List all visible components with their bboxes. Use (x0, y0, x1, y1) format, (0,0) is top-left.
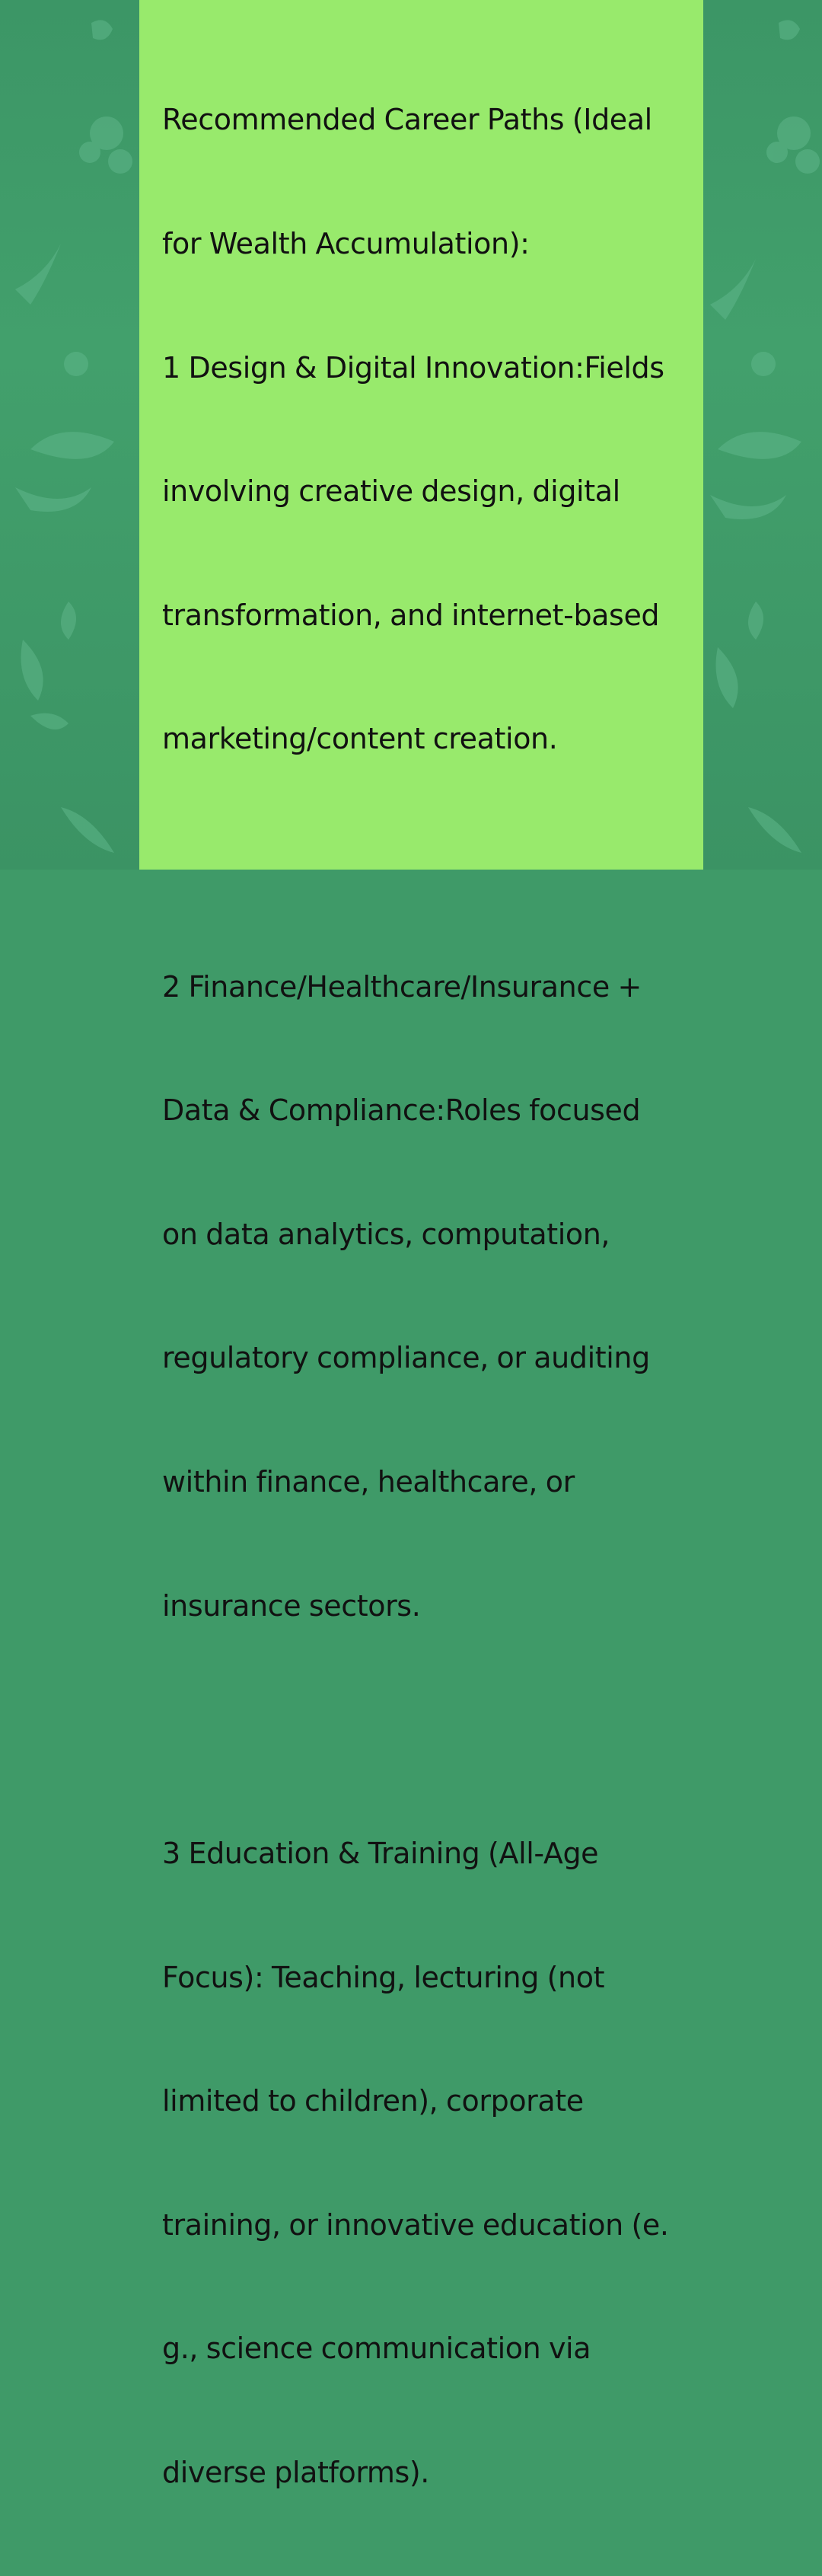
message-line: limited to children), corporate (162, 2084, 584, 2118)
message-line: Focus): Teaching, lecturing (not (162, 1960, 605, 1994)
message-line: diverse platforms). (162, 2455, 429, 2489)
floral-pattern-icon (703, 0, 822, 870)
message-line: insurance sectors. (162, 1588, 421, 1623)
message-line: on data analytics, computation, (162, 1217, 610, 1251)
message-line: 2 Finance/Healthcare/Insurance + (162, 969, 642, 1004)
message-line: training, or innovative education (e. (162, 2207, 669, 2242)
message-line: Recommended Career Paths (Ideal (162, 103, 652, 137)
message-line: 1 Design & Digital Innovation:Fields (162, 350, 664, 385)
message-line: 3 Education & Training (All-Age (162, 1836, 599, 1870)
message-line: Data & Compliance:Roles focused (162, 1093, 641, 1128)
message-line (162, 1709, 688, 1750)
message-line: regulatory compliance, or auditing (162, 1341, 650, 1375)
floral-pattern-icon (0, 0, 139, 870)
chat-background-left (0, 0, 139, 870)
message-line: within finance, healthcare, or (162, 1465, 575, 1499)
message-line: g., science communication via (162, 2332, 591, 2366)
message-line: for Wealth Accumulation): (162, 227, 530, 261)
chat-background-right (703, 0, 822, 870)
message-text (162, 17, 688, 2576)
chat-message-bubble[interactable] (139, 0, 703, 2489)
message-line: involving creative design, digital (162, 474, 620, 509)
message-line: transformation, and internet-based (162, 598, 660, 632)
message-line: marketing/content creation. (162, 722, 558, 756)
message-line (162, 842, 688, 883)
